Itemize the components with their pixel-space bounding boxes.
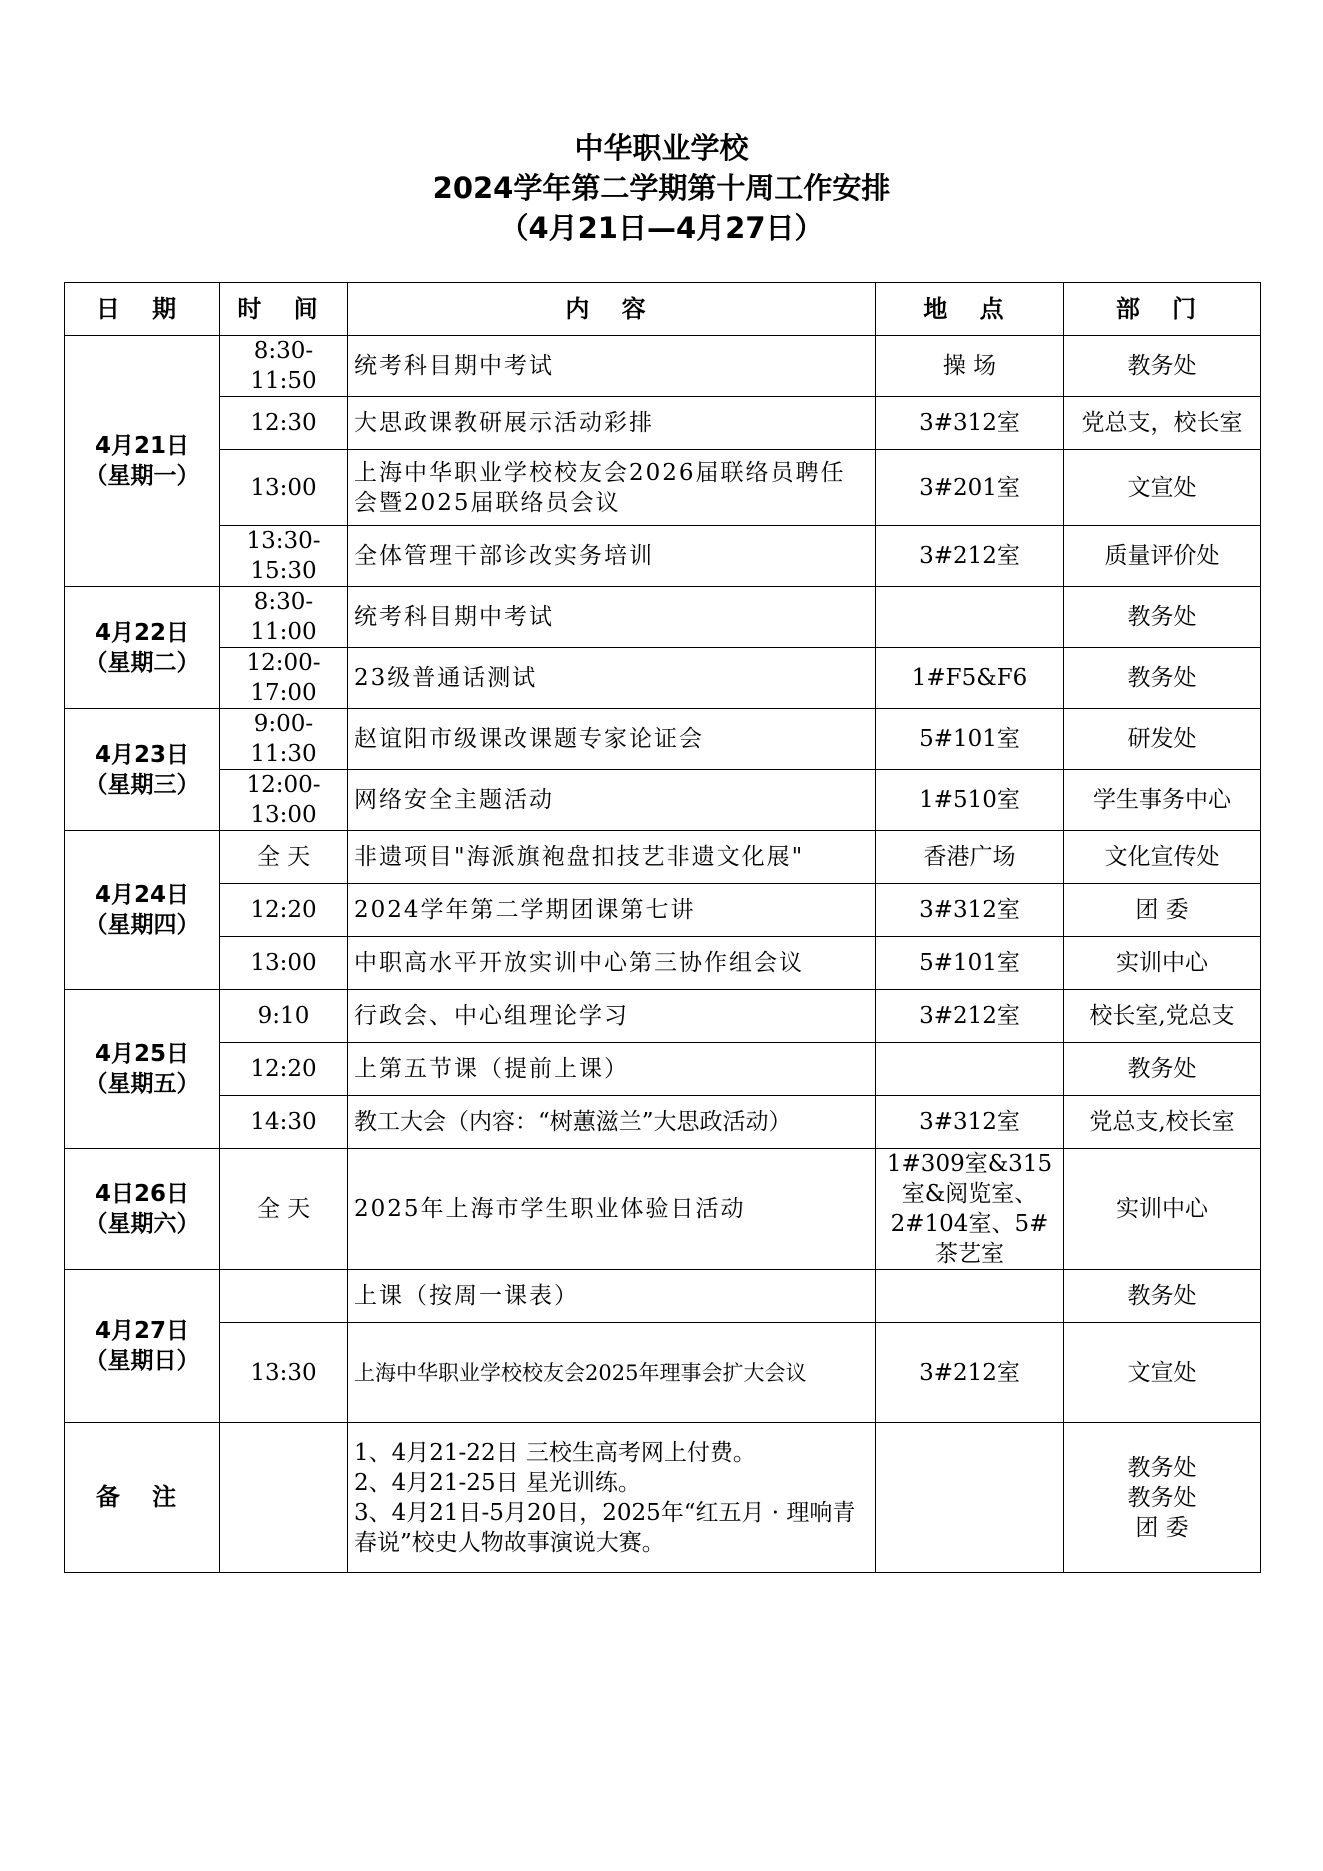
date-cell [65, 1270, 220, 1423]
time-cell: 13:00 [220, 937, 348, 990]
remark-dept: 教务处 [1127, 1454, 1197, 1481]
remark-note: 2、4月21-25日 星光训练。 [354, 1469, 641, 1496]
table-row [65, 450, 1261, 526]
place-cell [876, 1043, 1064, 1096]
time-cell: 12:30 [220, 397, 348, 450]
content-cell: 上海中华职业学校校友会2025年理事会扩大会议 [348, 1323, 876, 1423]
date-label: 4月27日 [94, 1318, 189, 1344]
remarks-time-cell [220, 1423, 348, 1573]
place-cell: 3#312室 [876, 1096, 1064, 1149]
time-cell: 13:30 [220, 1323, 348, 1423]
place-cell: 1#309室&315室&阅览室、2#104室、5#茶艺室 [876, 1149, 1064, 1270]
content-cell: 2025年上海市学生职业体验日活动 [348, 1149, 876, 1270]
time-cell [220, 1270, 348, 1323]
remarks-place-cell [876, 1423, 1064, 1573]
dept-cell: 研发处 [1064, 709, 1261, 770]
date-label: 4日26日 [94, 1181, 189, 1207]
time-cell: 全 天 [220, 1149, 348, 1270]
dept-cell: 教务处 [1064, 587, 1261, 648]
table-row [65, 937, 1261, 990]
content-cell: 2024学年第二学期团课第七讲 [348, 884, 876, 937]
schedule-table [64, 282, 1261, 1573]
weekday-label: （星期一） [84, 463, 200, 489]
dept-cell: 党总支,校长室 [1064, 1096, 1261, 1149]
place-cell [876, 1270, 1064, 1323]
date-label: 4月22日 [94, 619, 189, 646]
weekday-label: （星期二） [84, 649, 200, 676]
table-row [65, 1043, 1261, 1096]
time-cell: 12:20 [220, 1043, 348, 1096]
remark-note: 3、4月21日-5月20日，2025年“红五月 · 理响青春说”校史人物故事演说大赛。 [354, 1499, 856, 1556]
date-cell [65, 831, 220, 990]
place-cell: 3#212室 [876, 990, 1064, 1043]
date-range: （4月21日—4月27日） [499, 211, 824, 245]
date-label: 4月21日 [94, 433, 189, 459]
time-cell: 8:30-11:00 [220, 587, 348, 648]
column-header-date: 日 期 [65, 283, 220, 336]
dept-cell: 文化宣传处 [1064, 831, 1261, 884]
time-cell: 13:00 [220, 450, 348, 526]
dept-cell: 文宣处 [1064, 450, 1261, 526]
dept-cell: 实训中心 [1064, 937, 1261, 990]
content-cell: 上课（按周一课表） [348, 1270, 876, 1323]
table-row [65, 831, 1261, 884]
table-row [65, 884, 1261, 937]
table-row [65, 1270, 1261, 1323]
place-cell: 操 场 [876, 336, 1064, 397]
place-cell [876, 587, 1064, 648]
time-cell: 12:20 [220, 884, 348, 937]
place-cell: 3#212室 [876, 1323, 1064, 1423]
content-cell: 上海中华职业学校校友会2026届联络员聘任会暨2025届联络员会议 [348, 450, 876, 526]
column-header-time: 时 间 [220, 283, 348, 336]
remarks-notes-cell [348, 1423, 876, 1573]
remarks-label-cell [65, 1423, 220, 1573]
table-row [65, 336, 1261, 397]
dept-cell: 党总支，校长室 [1064, 397, 1261, 450]
place-cell: 1#510室 [876, 770, 1064, 831]
time-cell: 9:00-11:30 [220, 709, 348, 770]
content-cell: 行政会、中心组理论学习 [348, 990, 876, 1043]
place-cell: 3#201室 [876, 450, 1064, 526]
document-title: 2024学年第二学期第十周工作安排 [432, 171, 891, 205]
dept-cell: 教务处 [1064, 336, 1261, 397]
content-cell: 教工大会（内容：“树蕙滋兰”大思政活动） [348, 1096, 876, 1149]
document-header [0, 128, 1323, 248]
place-cell: 3#312室 [876, 397, 1064, 450]
table-row [65, 770, 1261, 831]
table-row [65, 587, 1261, 648]
time-cell: 8:30-11:50 [220, 336, 348, 397]
column-header-department: 部 门 [1064, 283, 1261, 336]
content-cell: 赵谊阳市级课改课题专家论证会 [348, 709, 876, 770]
date-cell [65, 1149, 220, 1270]
weekday-label: （星期四） [84, 912, 200, 938]
date-label: 4月23日 [94, 741, 189, 768]
remarks-row [65, 1423, 1261, 1573]
weekday-label: （星期五） [84, 1071, 200, 1097]
time-cell: 9:10 [220, 990, 348, 1043]
content-cell: 网络安全主题活动 [348, 770, 876, 831]
date-label: 4月25日 [94, 1041, 189, 1067]
table-row [65, 526, 1261, 587]
place-cell: 5#101室 [876, 937, 1064, 990]
content-cell: 23级普通话测试 [348, 648, 876, 709]
content-cell: 全体管理干部诊改实务培训 [348, 526, 876, 587]
school-name: 中华职业学校 [574, 131, 749, 165]
time-cell: 12:00-13:00 [220, 770, 348, 831]
date-cell [65, 587, 220, 709]
dept-cell: 质量评价处 [1064, 526, 1261, 587]
column-header-content: 内 容 [348, 283, 876, 336]
remarks-label: 备 注 [95, 1483, 189, 1511]
date-cell [65, 990, 220, 1149]
place-cell: 3#312室 [876, 884, 1064, 937]
table-row [65, 990, 1261, 1043]
place-cell: 5#101室 [876, 709, 1064, 770]
date-label: 4月24日 [94, 882, 189, 908]
place-cell: 1#F5&F6 [876, 648, 1064, 709]
column-header-place: 地 点 [876, 283, 1064, 336]
content-cell: 中职高水平开放实训中心第三协作组会议 [348, 937, 876, 990]
table-row [65, 1096, 1261, 1149]
weekday-label: （星期日） [84, 1348, 200, 1374]
table-row [65, 1149, 1261, 1270]
table-row [65, 397, 1261, 450]
place-cell: 3#212室 [876, 526, 1064, 587]
dept-cell: 校长室,党总支 [1064, 990, 1261, 1043]
dept-cell: 学生事务中心 [1064, 770, 1261, 831]
weekday-label: （星期三） [84, 771, 200, 798]
table-row [65, 648, 1261, 709]
dept-cell: 文宣处 [1064, 1323, 1261, 1423]
dept-cell: 教务处 [1064, 1043, 1261, 1096]
time-cell: 14:30 [220, 1096, 348, 1149]
content-cell: 大思政课教研展示活动彩排 [348, 397, 876, 450]
time-cell: 12:00-17:00 [220, 648, 348, 709]
table-row [65, 1323, 1261, 1423]
place-cell: 香港广场 [876, 831, 1064, 884]
dept-cell: 教务处 [1064, 1270, 1261, 1323]
weekday-label: （星期六） [84, 1211, 200, 1237]
remark-dept: 教务处 [1127, 1484, 1197, 1511]
remark-dept: 团 委 [1135, 1514, 1189, 1541]
table-header-row [65, 283, 1261, 336]
date-cell [65, 336, 220, 587]
dept-cell: 团 委 [1064, 884, 1261, 937]
table-row [65, 709, 1261, 770]
dept-cell: 教务处 [1064, 648, 1261, 709]
content-cell: 统考科目期中考试 [348, 336, 876, 397]
content-cell: 统考科目期中考试 [348, 587, 876, 648]
time-cell: 全 天 [220, 831, 348, 884]
content-cell: 上第五节课（提前上课） [348, 1043, 876, 1096]
remarks-depts-cell [1064, 1423, 1261, 1573]
remark-note: 1、4月21-22日 三校生高考网上付费。 [354, 1439, 756, 1466]
content-cell: 非遗项目"海派旗袍盘扣技艺非遗文化展" [348, 831, 876, 884]
date-cell [65, 709, 220, 831]
dept-cell: 实训中心 [1064, 1149, 1261, 1270]
time-cell: 13:30-15:30 [220, 526, 348, 587]
